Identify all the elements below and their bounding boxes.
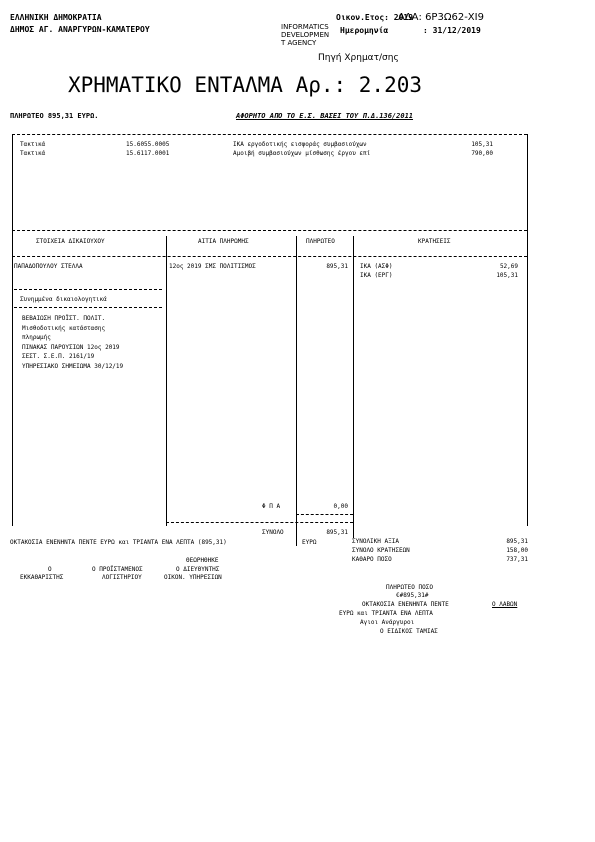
col-divider-3 <box>353 236 354 526</box>
receipt-label: ΠΛΗΡΩΤΕΟ ΠΟΣΟ <box>386 584 433 591</box>
receipt-amount: €#895,31# <box>396 592 429 599</box>
attached-doc: Μισθοδοτικής κατάστασης <box>22 324 106 332</box>
deduction-2-label: ΙΚΑ (ΕΡΓ) <box>360 272 393 279</box>
fiscal-year: Οικον.Ετος: 2019 <box>336 13 414 22</box>
line-1-code: 15.6055.0005 <box>126 141 170 148</box>
amount-in-words: ΟΚΤΑΚΟΣΙΑ ΕΝΕΝΗΝΤΑ ΠΕΝΤΕ ΕΥΡΩ και ΤΡΙΑΝΤΑ ΕΝΑ ΛΕΠΤΑ (895,31) <box>10 539 227 546</box>
agency-line-1: INFORMATICS <box>281 23 329 31</box>
attached-doc: ΣΕΣΤ. Σ.Ε.Π. 2161/19 <box>22 353 95 360</box>
funding-source: Πηγή Χρηματ/σης <box>318 53 399 63</box>
line-1-amount: 105,31 <box>471 141 493 148</box>
total-label: ΣΥΝΟΛΟ <box>262 529 284 536</box>
summary-total-label: ΣΥΝΟΛΙΚΗ ΑΞΙΑ <box>352 538 399 545</box>
line-2-code: 15.6117.0001 <box>126 150 170 157</box>
summary-net-amount: 737,31 <box>506 556 528 563</box>
attached-top-divider <box>14 289 162 290</box>
payment-reason: 12ος 2019 ΣΜΣ ΠΟΛΙΤΙΣΜΟΣ <box>169 263 256 270</box>
deduction-1-label: ΙΚΑ (ΑΣΦ) <box>360 263 393 270</box>
receipt-words-1: ΟΚΤΑΚΟΣΙΑ ΕΝΕΝΗΝΤΑ ΠΕΝΤΕ <box>362 601 449 608</box>
attached-docs-label: Συνημμένα δικαιολογητικά <box>20 296 107 303</box>
receiver-label: Ο ΛΑΒΩΝ <box>492 601 518 608</box>
signature-2-title: Ο ΠΡΟΪΣΤΑΜΕΝΟΣ <box>92 566 143 573</box>
line-2-amount: 790,00 <box>471 150 493 157</box>
header-top-divider <box>12 230 527 231</box>
table-left-edge <box>12 230 13 526</box>
line-1-type: Τακτικά <box>20 141 46 148</box>
municipality-label: ΔΗΜΟΣ ΑΓ. ΑΝΑΡΓΥΡΩΝ-ΚΑΜΑΤΕΡΟΥ <box>10 25 150 34</box>
line-2-desc: Αμοιβή συμβασιούχων μίσθωσης έργου επί <box>233 150 371 157</box>
table-right-edge <box>527 230 528 526</box>
attached-bottom-divider <box>14 307 162 308</box>
signature-3-role: ΟΙΚΟΝ. ΥΠΗΡΕΣΙΩΝ <box>164 574 222 581</box>
signature-3-title: Ο ΔΙΕΥΘΥΝΤΗΣ <box>176 566 220 573</box>
total-amount: 895,31 <box>326 529 348 536</box>
country-label: ΕΛΛΗΝΙΚΗ ΔΗΜΟΚΡΑΤΙΑ <box>10 13 102 22</box>
box-left-edge <box>12 134 13 230</box>
header-bottom-divider <box>12 256 527 257</box>
deduction-2-amount: 105,31 <box>496 272 518 279</box>
payable-value: 895,31 <box>326 263 348 270</box>
top-divider <box>12 134 527 135</box>
beneficiary-name: ΠΑΠΑΔΟΠΟΥΛΟΥ ΣΤΕΛΛΑ <box>14 263 83 270</box>
page-title: ΧΡΗΜΑΤΙΚΟ ΕΝΤΑΛΜΑ Αρ.: 2.203 <box>68 73 423 97</box>
col-header-reason: ΑΙΤΙΑ ΠΛΗΡΩΜΗΣ <box>198 238 249 245</box>
payable-amount-label: ΠΛΗΡΩΤΕΟ 895,31 ΕΥΡΩ. <box>10 112 99 120</box>
signature-2-role: ΛΟΓΙΣΤΗΡΙΟΥ <box>102 574 142 581</box>
col-divider-1 <box>166 236 167 526</box>
agency-stamp <box>281 23 329 47</box>
date-label: Ημερομηνία <box>340 26 389 35</box>
attached-docs-list <box>22 314 123 371</box>
approved-label: ΘΕΩΡΗΘΗΚΕ <box>186 557 219 564</box>
total-divider-right <box>353 526 354 538</box>
summary-deductions-label: ΣΥΝΟΛΟ ΚΡΑΤΗΣΕΩΝ <box>352 547 410 554</box>
attached-doc: πληρωμής <box>22 334 51 341</box>
attached-doc: ΥΠΗΡΕΣΙΑΚΟ ΣΗΜΕΙΩΜΑ 30/12/19 <box>22 362 124 370</box>
attached-doc: ΠΙΝΑΚΑΣ ΠΑΡΟΥΣΙΩΝ 12ος 2019 <box>22 343 120 351</box>
line-2-type: Τακτικά <box>20 150 46 157</box>
agency-line-2: DEVELOPMEN <box>281 31 330 39</box>
summary-total-amount: 895,31 <box>506 538 528 545</box>
col-divider-2 <box>296 236 297 526</box>
agency-line-3: T AGENCY <box>281 39 317 47</box>
cashier-label: Ο ΕΙΔΙΚΟΣ ΤΑΜΙΑΣ <box>380 628 438 635</box>
summary-net-label: ΚΑΘΑΡΟ ΠΟΣΟ <box>352 556 392 563</box>
ada-code: ΑΔΑ: 6Ρ3Ω62-ΧΙ9 <box>398 12 484 23</box>
vat-label: Φ Π Α <box>262 503 281 510</box>
col-header-beneficiary: ΣΤΟΙΧΕΙΑ ΔΙΚΑΙΟΥΧΟΥ <box>36 238 105 245</box>
receipt-place: Αγιοι Ανάργυροι <box>360 619 415 626</box>
col-header-payable: ΠΛΗΡΩΤΕΟ <box>306 238 335 245</box>
date-value: : 31/12/2019 <box>423 26 481 35</box>
vat-divider <box>296 514 353 515</box>
signature-1-role: ΕΚΚΑΘΑΡΙΣΤΗΣ <box>20 574 64 581</box>
summary-deductions-amount: 158,00 <box>506 547 528 554</box>
signature-1-title: Ο <box>48 566 52 573</box>
line-1-desc: ΙΚΑ εργοδοτικής εισφοράς συμβασιούχων <box>233 141 367 148</box>
approval-note: ΑΦΟΡΗΤΟ ΑΠΟ ΤΟ Ε.Σ. ΒΑΣΕΙ ΤΟΥ Π.Δ.136/2011 <box>236 112 414 120</box>
col-header-deductions: ΚΡΑΤΗΣΕΙΣ <box>418 238 451 245</box>
total-divider-left <box>296 526 297 546</box>
total-divider <box>166 522 353 523</box>
box-right-edge <box>527 134 528 230</box>
attached-doc: ΒΕΒΑΙΩΣΗ ΠΡΟΪΣΤ. ΠΟΛΙΤ. <box>22 315 106 322</box>
deduction-1-amount: 52,69 <box>499 263 518 270</box>
receipt-words-2: ΕΥΡΩ και ΤΡΙΑΝΤΑ ΕΝΑ ΛΕΠΤΑ <box>339 610 433 617</box>
total-currency: ΕΥΡΩ <box>302 539 317 546</box>
vat-amount: 0,00 <box>333 503 348 510</box>
